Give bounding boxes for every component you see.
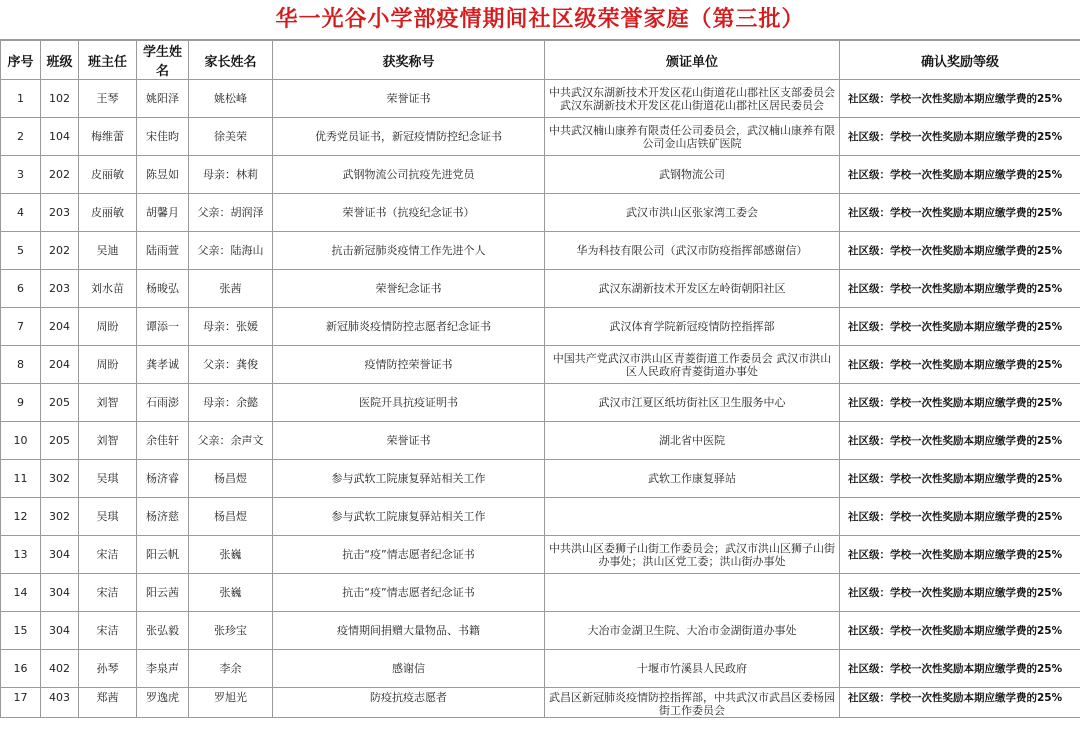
cell-teacher: 刘水苗 (79, 270, 137, 308)
cell-award: 参与武软工院康复驿站相关工作 (273, 498, 545, 536)
cell-index: 10 (1, 422, 41, 460)
cell-award: 抗击“疫”情志愿者纪念证书 (273, 574, 545, 612)
cell-index: 7 (1, 308, 41, 346)
cell-parent: 姚松峰 (189, 80, 273, 118)
header-student: 学生姓名 (137, 41, 189, 80)
cell-award: 防疫抗疫志愿者 (273, 688, 545, 718)
cell-student: 陈昱如 (137, 156, 189, 194)
table-row (1, 270, 1080, 308)
cell-award: 疫情防控荣誉证书 (273, 346, 545, 384)
header-class: 班级 (41, 41, 79, 80)
cell-student: 石雨澎 (137, 384, 189, 422)
cell-student: 余佳轩 (137, 422, 189, 460)
table-body (1, 80, 1080, 718)
cell-teacher: 吴迪 (79, 232, 137, 270)
cell-award: 新冠肺炎疫情防控志愿者纪念证书 (273, 308, 545, 346)
cell-index: 9 (1, 384, 41, 422)
cell-level: 社区级：学校一次性奖励本期应缴学费的25% (840, 308, 1080, 346)
cell-parent: 杨昌煜 (189, 460, 273, 498)
cell-student: 杨济睿 (137, 460, 189, 498)
cell-issuer: 武软工作康复驿站 (545, 460, 840, 498)
cell-level: 社区级：学校一次性奖励本期应缴学费的25% (840, 384, 1080, 422)
cell-index: 4 (1, 194, 41, 232)
table-row (1, 308, 1080, 346)
cell-award: 武钢物流公司抗疫先进党员 (273, 156, 545, 194)
cell-class: 205 (41, 422, 79, 460)
cell-issuer: 中共武汉东湖新技术开发区花山街道花山郡社区支部委员会 武汉东湖新技术开发区花山街道花山郡社区居民委员会 (545, 80, 840, 118)
cell-issuer: 湖北省中医院 (545, 422, 840, 460)
cell-award: 抗击新冠肺炎疫情工作先进个人 (273, 232, 545, 270)
cell-parent: 张珍宝 (189, 612, 273, 650)
cell-teacher: 孙琴 (79, 650, 137, 688)
cell-parent: 母亲：林莉 (189, 156, 273, 194)
cell-student: 杨济慈 (137, 498, 189, 536)
cell-award: 荣誉证书（抗疫纪念证书） (273, 194, 545, 232)
table-row (1, 422, 1080, 460)
honor-families-table (0, 40, 1080, 718)
cell-level: 社区级：学校一次性奖励本期应缴学费的25% (840, 232, 1080, 270)
cell-teacher: 吴琪 (79, 460, 137, 498)
cell-level: 社区级：学校一次性奖励本期应缴学费的25% (840, 460, 1080, 498)
cell-parent: 母亲：余懿 (189, 384, 273, 422)
header-row (1, 41, 1080, 80)
cell-issuer: 华为科技有限公司（武汉市防疫指挥部感谢信） (545, 232, 840, 270)
header-issuer: 颁证单位 (545, 41, 840, 80)
cell-student: 姚阳泽 (137, 80, 189, 118)
table-row (1, 688, 1080, 718)
cell-index: 15 (1, 612, 41, 650)
cell-level: 社区级：学校一次性奖励本期应缴学费的25% (840, 270, 1080, 308)
cell-award: 抗击“疫”情志愿者纪念证书 (273, 536, 545, 574)
cell-class: 302 (41, 460, 79, 498)
cell-class: 202 (41, 156, 79, 194)
cell-class: 204 (41, 308, 79, 346)
table-row (1, 346, 1080, 384)
header-parent: 家长姓名 (189, 41, 273, 80)
cell-class: 203 (41, 270, 79, 308)
cell-teacher: 郑茜 (79, 688, 137, 718)
table-row (1, 536, 1080, 574)
cell-level: 社区级：学校一次性奖励本期应缴学费的25% (840, 498, 1080, 536)
cell-class: 205 (41, 384, 79, 422)
cell-level: 社区级：学校一次性奖励本期应缴学费的25% (840, 650, 1080, 688)
cell-teacher: 刘智 (79, 422, 137, 460)
cell-class: 203 (41, 194, 79, 232)
cell-level: 社区级：学校一次性奖励本期应缴学费的25% (840, 156, 1080, 194)
table-row (1, 232, 1080, 270)
cell-issuer: 武汉体育学院新冠疫情防控指挥部 (545, 308, 840, 346)
cell-student: 宋佳昀 (137, 118, 189, 156)
cell-parent: 父亲：陆海山 (189, 232, 273, 270)
cell-issuer: 中国共产党武汉市洪山区青菱街道工作委员会 武汉市洪山区人民政府青菱街道办事处 (545, 346, 840, 384)
table-row (1, 574, 1080, 612)
header-teacher: 班主任 (79, 41, 137, 80)
cell-parent: 杨昌煜 (189, 498, 273, 536)
cell-award: 荣誉证书 (273, 80, 545, 118)
cell-class: 304 (41, 612, 79, 650)
cell-issuer: 中共洪山区委狮子山街工作委员会；武汉市洪山区狮子山街办事处；洪山区党工委；洪山街办事处 (545, 536, 840, 574)
cell-parent: 李余 (189, 650, 273, 688)
cell-teacher: 宋洁 (79, 574, 137, 612)
cell-parent: 张巍 (189, 536, 273, 574)
cell-student: 杨晙弘 (137, 270, 189, 308)
cell-award: 荣誉纪念证书 (273, 270, 545, 308)
cell-level: 社区级：学校一次性奖励本期应缴学费的25% (840, 574, 1080, 612)
cell-parent: 父亲：余声文 (189, 422, 273, 460)
cell-issuer: 大冶市金湖卫生院、大冶市金湖街道办事处 (545, 612, 840, 650)
cell-class: 102 (41, 80, 79, 118)
cell-teacher: 王琴 (79, 80, 137, 118)
cell-parent: 母亲：张媛 (189, 308, 273, 346)
sheet-title-bar (0, 0, 1080, 40)
table-row (1, 194, 1080, 232)
cell-issuer: 中共武汉楠山康养有限责任公司委员会，武汉楠山康养有限公司金山店铁矿医院 (545, 118, 840, 156)
table-row (1, 80, 1080, 118)
cell-class: 304 (41, 536, 79, 574)
table-row (1, 498, 1080, 536)
cell-issuer: 武昌区新冠肺炎疫情防控指挥部，中共武汉市武昌区委杨园街工作委员会 (545, 688, 840, 718)
cell-parent: 罗旭光 (189, 688, 273, 718)
cell-parent: 张巍 (189, 574, 273, 612)
cell-student: 阳云茜 (137, 574, 189, 612)
cell-index: 13 (1, 536, 41, 574)
cell-teacher: 皮丽敏 (79, 156, 137, 194)
table-row (1, 460, 1080, 498)
cell-level: 社区级：学校一次性奖励本期应缴学费的25% (840, 118, 1080, 156)
cell-class: 302 (41, 498, 79, 536)
cell-index: 14 (1, 574, 41, 612)
cell-student: 龚孝诚 (137, 346, 189, 384)
cell-index: 2 (1, 118, 41, 156)
header-level: 确认奖励等级 (840, 41, 1080, 80)
cell-parent: 父亲：胡润泽 (189, 194, 273, 232)
cell-issuer: 武汉市江夏区纸坊街社区卫生服务中心 (545, 384, 840, 422)
cell-teacher: 宋洁 (79, 612, 137, 650)
cell-teacher: 皮丽敏 (79, 194, 137, 232)
cell-student: 阳云帆 (137, 536, 189, 574)
cell-index: 17 (1, 688, 41, 718)
cell-issuer: 武汉市洪山区张家湾工委会 (545, 194, 840, 232)
cell-teacher: 周盼 (79, 308, 137, 346)
cell-award: 荣誉证书 (273, 422, 545, 460)
table-row (1, 156, 1080, 194)
cell-teacher: 梅维蕾 (79, 118, 137, 156)
table-row (1, 118, 1080, 156)
cell-level: 社区级：学校一次性奖励本期应缴学费的25% (840, 422, 1080, 460)
cell-index: 5 (1, 232, 41, 270)
cell-parent: 父亲：龚俊 (189, 346, 273, 384)
cell-level: 社区级：学校一次性奖励本期应缴学费的25% (840, 688, 1080, 718)
cell-award: 感谢信 (273, 650, 545, 688)
cell-class: 402 (41, 650, 79, 688)
cell-student: 陆雨萱 (137, 232, 189, 270)
cell-student: 胡馨月 (137, 194, 189, 232)
cell-index: 12 (1, 498, 41, 536)
cell-award: 医院开具抗疫证明书 (273, 384, 545, 422)
cell-level: 社区级：学校一次性奖励本期应缴学费的25% (840, 194, 1080, 232)
cell-award: 优秀党员证书，新冠疫情防控纪念证书 (273, 118, 545, 156)
cell-student: 张弘毅 (137, 612, 189, 650)
cell-student: 李泉声 (137, 650, 189, 688)
cell-teacher: 周盼 (79, 346, 137, 384)
table-row (1, 612, 1080, 650)
table-row (1, 650, 1080, 688)
cell-class: 104 (41, 118, 79, 156)
table-row (1, 384, 1080, 422)
cell-award: 疫情期间捐赠大量物品、书籍 (273, 612, 545, 650)
cell-index: 8 (1, 346, 41, 384)
cell-level: 社区级：学校一次性奖励本期应缴学费的25% (840, 346, 1080, 384)
cell-issuer: 武汉东湖新技术开发区左岭街朝阳社区 (545, 270, 840, 308)
cell-teacher: 刘智 (79, 384, 137, 422)
cell-student: 谭添一 (137, 308, 189, 346)
cell-index: 16 (1, 650, 41, 688)
cell-class: 204 (41, 346, 79, 384)
cell-issuer (545, 574, 840, 612)
cell-issuer: 武钢物流公司 (545, 156, 840, 194)
cell-issuer: 十堰市竹溪县人民政府 (545, 650, 840, 688)
header-index: 序号 (1, 41, 41, 80)
cell-student: 罗逸虎 (137, 688, 189, 718)
cell-level: 社区级：学校一次性奖励本期应缴学费的25% (840, 612, 1080, 650)
cell-award: 参与武软工院康复驿站相关工作 (273, 460, 545, 498)
cell-class: 304 (41, 574, 79, 612)
cell-index: 6 (1, 270, 41, 308)
cell-index: 11 (1, 460, 41, 498)
cell-index: 3 (1, 156, 41, 194)
cell-teacher: 宋洁 (79, 536, 137, 574)
page-title: 华一光谷小学部疫情期间社区级荣誉家庭（第三批） (275, 6, 805, 32)
header-award: 获奖称号 (273, 41, 545, 80)
cell-teacher: 吴琪 (79, 498, 137, 536)
cell-class: 202 (41, 232, 79, 270)
cell-class: 403 (41, 688, 79, 718)
cell-level: 社区级：学校一次性奖励本期应缴学费的25% (840, 80, 1080, 118)
cell-index: 1 (1, 80, 41, 118)
cell-parent: 张茜 (189, 270, 273, 308)
cell-parent: 徐美荣 (189, 118, 273, 156)
cell-level: 社区级：学校一次性奖励本期应缴学费的25% (840, 536, 1080, 574)
cell-issuer (545, 498, 840, 536)
